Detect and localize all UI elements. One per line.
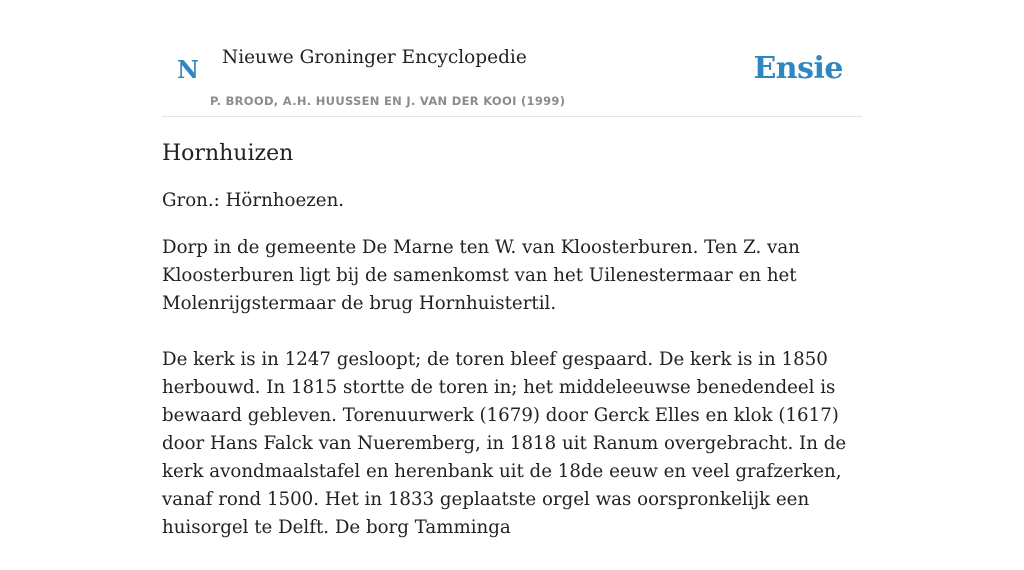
header	[162, 0, 862, 117]
article-paragraph: Dorp in de gemeente De Marne ten W. van Kloosterburen. Ten Z. van Kloosterburen ligt bij de samenkomst van het Uilenestermaar en het Molenrijgstermaar de brug Hornhuistertil.	[162, 237, 800, 314]
article-paragraph: De kerk is in 1247 gesloopt; de toren bleef gespaard. De kerk is in 1850 herbouwd. In 1815 stortte de toren in; het middeleeuwse benedendeel is bewaard gebleven. Torenuurwerk (1679) door Gerck Elles en klok (1617) door Hans Falck van Nueremberg, in 1818 uit Ranum overgebracht. In de kerk avondmaalstafel en herenbank uit de 18de eeuw en veel grafzerken, vanaf rond 1500. Het in 1833 geplaatste orgel was oorspronkelijk een huisorgel te Delft. De borg Tamminga	[162, 349, 847, 538]
brand-logo[interactable]: Ensie	[753, 51, 843, 86]
article-title: Hornhuizen	[162, 141, 294, 166]
article-body	[162, 234, 862, 542]
article-alias: Gron.: Hörnhoezen.	[162, 190, 345, 211]
article	[162, 136, 862, 570]
book-title[interactable]: Nieuwe Groninger Encyclopedie	[222, 47, 527, 68]
book-authors: P. BROOD, A.H. HUUSSEN EN J. VAN DER KOOI (1999)	[210, 94, 566, 108]
book-logo[interactable]: N	[177, 55, 199, 84]
